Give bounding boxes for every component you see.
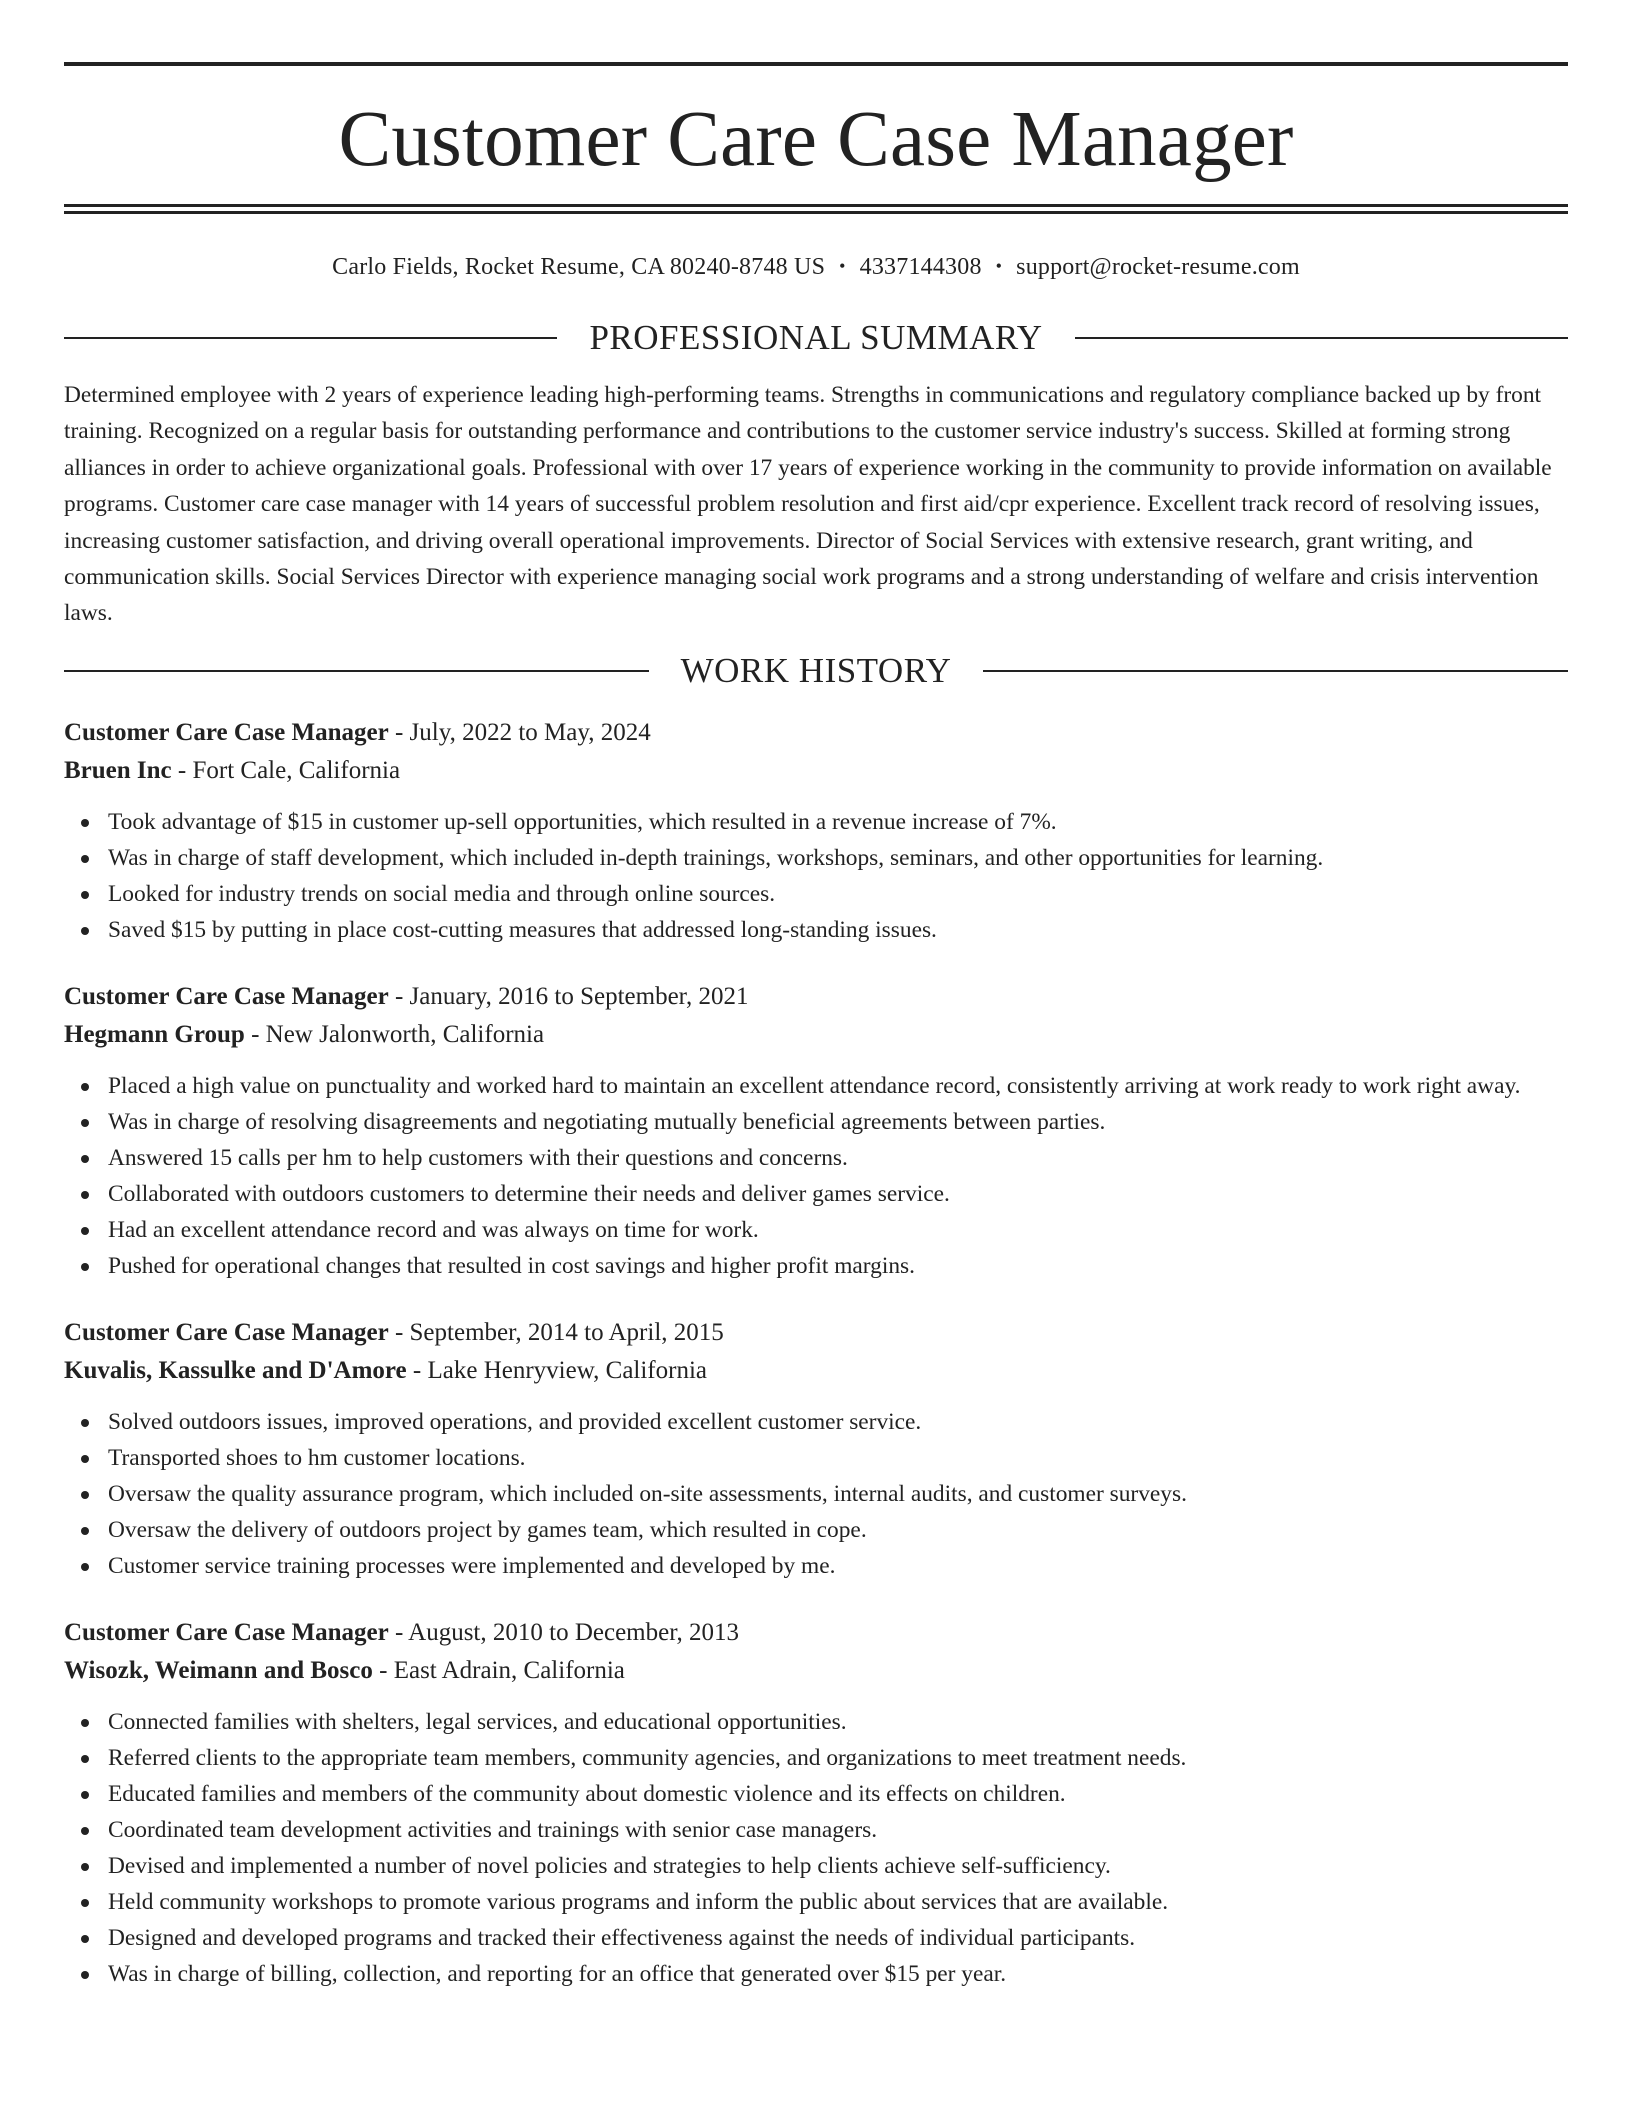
resume-page <box>64 62 1568 2022</box>
job-title-line <box>64 714 1568 752</box>
job-title-line <box>64 1614 1568 1652</box>
job-entry <box>64 1314 1568 1584</box>
contact-separator: • <box>995 256 1003 276</box>
job-bullet-list <box>64 1404 1568 1584</box>
job-entry <box>64 978 1568 1284</box>
professional-summary-heading <box>64 319 1568 357</box>
section-divider-left <box>64 670 649 672</box>
job-bullet: Saved $15 by putting in place cost-cutting measures that addressed long-standing issues. <box>108 912 1568 948</box>
work-history-heading <box>64 652 1568 690</box>
job-title: Customer Care Case Manager <box>64 982 389 1010</box>
work-history-list <box>64 714 1568 1992</box>
job-bullet: Coordinated team development activities and trainings with senior case managers. <box>108 1812 1568 1848</box>
job-bullet: Answered 15 calls per hm to help customers with their questions and concerns. <box>108 1140 1568 1176</box>
job-company: Kuvalis, Kassulke and D'Amore <box>64 1356 407 1384</box>
job-company-line <box>64 1016 1568 1054</box>
job-bullet-list <box>64 1068 1568 1284</box>
job-entry <box>64 1614 1568 1992</box>
job-bullet: Solved outdoors issues, improved operations, and provided excellent customer service. <box>108 1404 1568 1440</box>
job-location: - East Adrain, California <box>379 1656 625 1684</box>
job-company-line <box>64 1352 1568 1390</box>
section-divider-right <box>1075 337 1568 339</box>
job-dates: - August, 2010 to December, 2013 <box>394 1618 740 1646</box>
job-company: Hegmann Group <box>64 1020 245 1048</box>
header-top-rule <box>64 62 1568 66</box>
job-company: Bruen Inc <box>64 756 172 784</box>
job-bullet: Collaborated with outdoors customers to determine their needs and deliver games service. <box>108 1176 1568 1212</box>
job-location: - Lake Henryview, California <box>412 1356 707 1384</box>
job-bullet: Connected families with shelters, legal services, and educational opportunities. <box>108 1704 1568 1740</box>
resume-title: Customer Care Case Manager <box>338 96 1294 183</box>
job-bullet: Educated families and members of the community about domestic violence and its effects on children. <box>108 1776 1568 1812</box>
contact-email: support@rocket-resume.com <box>1016 254 1300 280</box>
job-bullet: Oversaw the quality assurance program, which included on-site assessments, internal audits, and customer surveys. <box>108 1476 1568 1512</box>
job-company-line <box>64 1652 1568 1690</box>
job-location: - New Jalonworth, California <box>251 1020 545 1048</box>
job-bullet: Was in charge of resolving disagreements and negotiating mutually beneficial agreements between parties. <box>108 1104 1568 1140</box>
contact-separator: • <box>839 256 846 276</box>
job-dates: - September, 2014 to April, 2015 <box>394 1318 724 1346</box>
section-divider-right <box>983 670 1568 672</box>
job-bullet: Took advantage of $15 in customer up-sell opportunities, which resulted in a revenue increase of 7%. <box>108 804 1568 840</box>
job-bullet: Placed a high value on punctuality and worked hard to maintain an excellent attendance record, consistently arriving at work ready to work right away. <box>108 1068 1568 1104</box>
job-title: Customer Care Case Manager <box>64 1618 389 1646</box>
job-entry <box>64 714 1568 948</box>
section-heading-label: WORK HISTORY <box>680 650 952 690</box>
job-bullet: Transported shoes to hm customer locations. <box>108 1440 1568 1476</box>
professional-summary-text: Determined employee with 2 years of experience leading high-performing teams. Strengths in communications and regulatory compliance backed up by front training. Recognized on a regular basis for outstanding performance and contributions to the customer service industry's success. Skilled at forming strong alliances in order to achieve organizational goals. Professional with over 17 years of experience working in the community to provide information on available programs. Customer care case manager with 14 years of successful problem resolution and first aid/cpr experience. Excellent track record of resolving issues, increasing customer satisfaction, and driving overall operational improvements. Director of Social Services with extensive research, grant writing, and communication skills. Social Services Director with experience managing social work programs and a strong understanding of welfare and crisis intervention laws. <box>64 382 1552 627</box>
job-title-line <box>64 1314 1568 1352</box>
job-title: Customer Care Case Manager <box>64 718 389 746</box>
job-bullet: Pushed for operational changes that resulted in cost savings and higher profit margins. <box>108 1248 1568 1284</box>
job-bullet: Designed and developed programs and tracked their effectiveness against the needs of individual participants. <box>108 1920 1568 1956</box>
job-bullet-list <box>64 804 1568 948</box>
section-divider-left <box>64 337 557 339</box>
contact-info <box>64 252 1568 282</box>
job-bullet: Oversaw the delivery of outdoors project by games team, which resulted in cope. <box>108 1512 1568 1548</box>
job-location: - Fort Cale, California <box>177 756 401 784</box>
job-bullet: Was in charge of staff development, which included in-depth trainings, workshops, seminars, and other opportunities for learning. <box>108 840 1568 876</box>
job-bullet: Had an excellent attendance record and was always on time for work. <box>108 1212 1568 1248</box>
job-company: Wisozk, Weimann and Bosco <box>64 1656 373 1684</box>
contact-phone: 4337144308 <box>859 254 982 280</box>
job-bullet: Held community workshops to promote various programs and inform the public about services that are available. <box>108 1884 1568 1920</box>
job-title: Customer Care Case Manager <box>64 1318 389 1346</box>
job-title-line <box>64 978 1568 1016</box>
job-bullet: Looked for industry trends on social media and through online sources. <box>108 876 1568 912</box>
job-dates: - January, 2016 to September, 2021 <box>394 982 749 1010</box>
job-bullet: Customer service training processes were implemented and developed by me. <box>108 1548 1568 1584</box>
job-company-line <box>64 752 1568 790</box>
job-bullet: Devised and implemented a number of novel policies and strategies to help clients achieve self-sufficiency. <box>108 1848 1568 1884</box>
header-double-rule <box>64 204 1568 214</box>
job-bullet: Was in charge of billing, collection, and reporting for an office that generated over $15 per year. <box>108 1956 1568 1992</box>
job-dates: - July, 2022 to May, 2024 <box>394 718 651 746</box>
contact-address: Carlo Fields, Rocket Resume, CA 80240-8748 US <box>332 254 826 280</box>
job-bullet: Referred clients to the appropriate team members, community agencies, and organizations to meet treatment needs. <box>108 1740 1568 1776</box>
section-heading-label: PROFESSIONAL SUMMARY <box>589 318 1043 357</box>
job-bullet-list <box>64 1704 1568 1992</box>
